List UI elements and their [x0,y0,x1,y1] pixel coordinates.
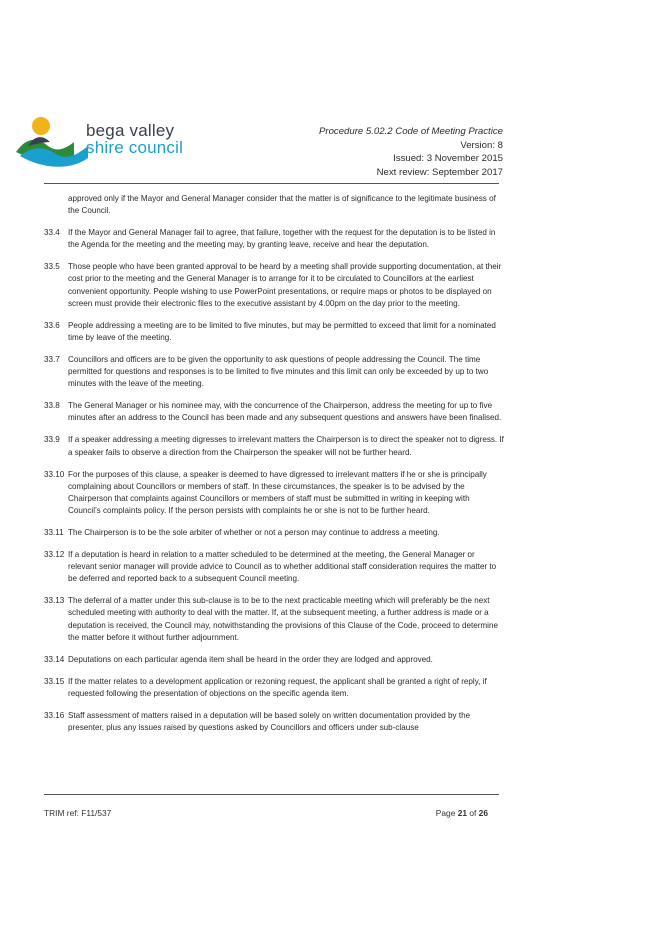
clause-33-11 [44,527,504,539]
clause-number: 33.5 [44,262,60,272]
clause-text: People addressing a meeting are to be limited to five minutes, but may be permitted to exceed that limit for a nominated time by leave of the meeting. [68,320,496,342]
page-separator: of [469,808,477,818]
clause-number: 33.9 [44,435,60,445]
clause-text: The deferral of a matter under this sub-clause is to be to the next practicable meeting which will preferably be the next scheduled meeting with authority to deal with the matter. If, at the subsequent meeting, a further address is made or a deputation is received, the Council may, notwithstanding the provisions of this Clause of the Code, proceed to determine the matter before it without further adjournment. [68,596,498,642]
logo-text-line1: bega valley [86,121,175,140]
clause-number: 33.14 [44,654,65,664]
clause-33-12 [44,549,504,585]
clause-number: 33.8 [44,401,60,411]
clause-text: If a deputation is heard in relation to a matter scheduled to be determined at the meeting, the General Manager or relevant senior manager will provide advice to Council as to whether additional staff consideration requires the matter to be deferred and reported back to a subsequent Council meeting. [68,550,497,584]
trim-reference: TRIM ref: F11/537 [44,808,112,818]
clause-33-10 [44,469,504,517]
clause-text: For the purposes of this clause, a speaker is deemed to have digressed to irrelevant matters if he or she is principally complaining about Councillors or members of staff. In these circumstances, the speaker is to be advised by the Chairperson that complaints against Councillors or members of staff must be submitted in writing in keeping with Council’s complaints policy. If the person persists with complaints he or she is not to be further heard. [68,469,487,515]
next-review-label: Next review: September 2017 [376,166,503,178]
footer-divider [44,794,499,795]
clause-number: 33.7 [44,354,60,364]
page-total: 26 [478,808,488,818]
clause-33-4 [44,227,504,251]
page-number [436,808,488,818]
logo-text-line2: shire council [86,138,184,157]
council-logo [14,112,204,182]
clause-number: 33.4 [44,228,60,238]
clause-33-8 [44,400,504,424]
clause-33-9 [44,434,504,458]
clause-text: Councillors and officers are to be given the opportunity to ask questions of people addressing the Council. The time permitted for questions and responses is to be limited to five minutes and this limit can only be exceeded by up to two minutes with the leave of the meeting. [68,354,489,389]
clause-number: 33.11 [44,527,64,537]
version-label: Version: 8 [460,139,503,151]
clause-text: The General Manager or his nominee may, with the concurrence of the Chairperson, address the meeting for up to five minutes after an address to the Council has been made and any subsequent questions and answers have been finalised. [68,401,502,423]
page-current: 21 [457,808,468,818]
clause-number: 33.12 [44,550,65,560]
clause-text: Deputations on each particular agenda item shall be heard in the order they are lodged and approved. [68,654,433,664]
logo-mark-icon [14,112,94,172]
clause-text: If the Mayor and General Manager fail to agree, that failure, together with the request for the deputation is to be listed in the Agenda for the meeting and the meeting may, by granting leave, receive and hear the deputation. [68,228,496,250]
clause-text: If the matter relates to a development application or rezoning request, the applicant shall be granted a right of reply, if requested following the presentation of objections on the specific agenda item. [68,676,487,698]
procedure-title: Procedure 5.02.2 Code of Meeting Practice [319,126,503,137]
clause-text: Those people who have been granted approval to be heard by a meeting shall provide supporting documentation, at their cost prior to the meeting and the General Manager is to arrange for it to be circulated to Councillors at the earliest convenient opportunity. People wishing to use PowerPoint presentations, or require maps or photos to be displayed on screen must provide their electronic files to the executive assistant by 4.00pm on the day prior to the meeting. [68,262,502,308]
clause-number: 33.15 [44,676,65,686]
clause-number: 33.13 [44,596,65,606]
clause-33-13 [44,595,504,643]
clause-33-7 [44,354,504,390]
paragraph-text: approved only if the Mayor and General Manager consider that the matter is of significance to the legitimate business of the Council. [68,194,496,216]
document-meta [319,125,503,179]
clause-33-15 [44,676,504,700]
clause-33-6 [44,320,504,344]
page-header [0,0,662,190]
clause-number: 33.10 [44,469,65,479]
clause-33-5 [44,261,504,309]
clause-number: 33.6 [44,320,60,330]
header-divider [44,183,499,184]
clause-33-16 [44,710,504,734]
issued-label: Issued: 3 November 2015 [393,153,503,165]
page-footer [44,808,488,818]
clause-number: 33.16 [44,711,65,720]
clause-text: If a speaker addressing a meeting digresses to irrelevant matters the Chairperson is to direct the speaker not to digress. If a speaker fails to observe a direction from the Chairperson the speaker will not be further heard. [68,435,504,457]
clause-33-14 [44,654,504,666]
document-body [44,193,504,744]
paragraph-continuation [44,193,504,217]
clause-text: The Chairperson is to be the sole arbiter of whether or not a person may continue to address a meeting. [68,527,440,537]
page-prefix: Page [435,808,456,818]
clause-text: Staff assessment of matters raised in a deputation will be based solely on written documentation provided by the presenter, plus any issues raised by questions asked by Councillors and officers under sub-clause [68,711,471,733]
